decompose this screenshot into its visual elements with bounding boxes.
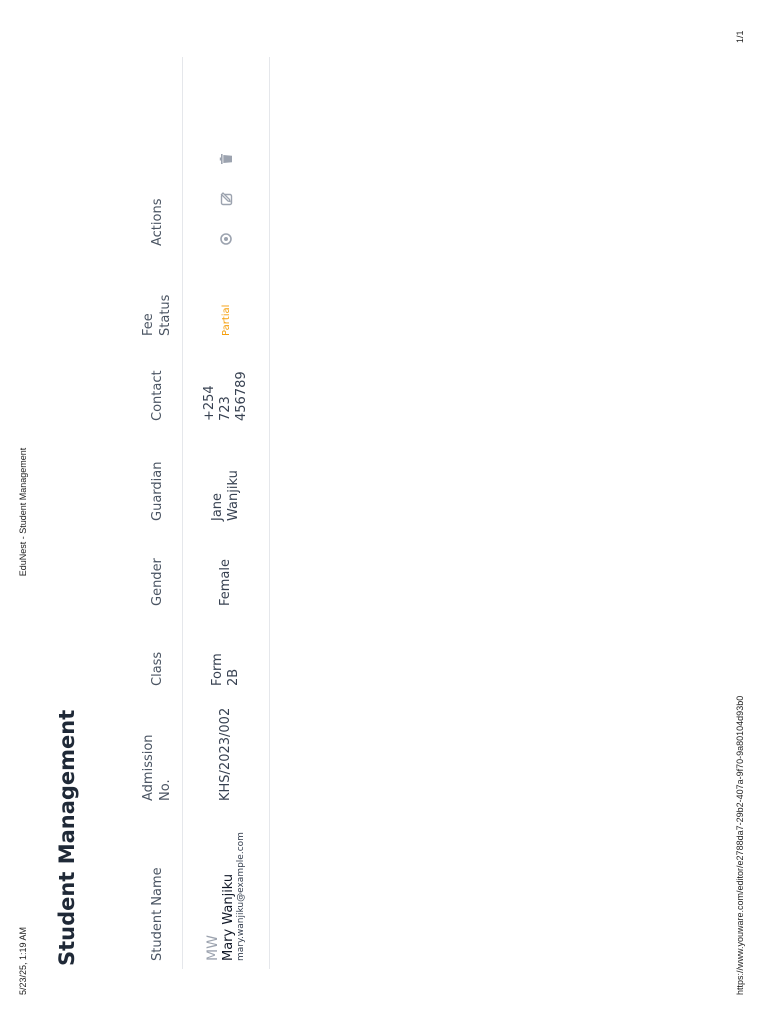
header-admission-no-line1: Admission bbox=[141, 734, 156, 801]
avatar: MW bbox=[204, 935, 221, 961]
cell-class-line2: 2B bbox=[226, 668, 241, 686]
cell-admission-no: KHS/2023/002 bbox=[183, 694, 270, 809]
table-header-row bbox=[132, 57, 183, 969]
header-fee-status-line2: Status bbox=[158, 294, 173, 336]
print-page-number: 1/1 bbox=[735, 30, 745, 43]
student-name: Mary Wanjiku bbox=[221, 873, 237, 961]
cell-class-line1: Form bbox=[210, 653, 225, 686]
header-admission-no-line2: No. bbox=[158, 779, 173, 801]
header-fee-status bbox=[132, 254, 183, 344]
trash-icon[interactable] bbox=[219, 152, 233, 166]
cell-contact-line1: +254 bbox=[202, 385, 217, 421]
cell-guardian-line1: Jane bbox=[210, 492, 225, 521]
header-class: Class bbox=[132, 614, 183, 694]
edit-icon[interactable] bbox=[219, 192, 233, 206]
header-gender: Gender bbox=[132, 529, 183, 614]
cell-contact-line3: 456789 bbox=[234, 371, 249, 421]
students-table bbox=[132, 57, 270, 969]
print-date: 5/23/25, 1:19 AM bbox=[18, 926, 28, 995]
cell-fee-status bbox=[183, 254, 270, 344]
cell-contact bbox=[183, 344, 270, 429]
fee-status-badge: Partial bbox=[220, 304, 232, 336]
cell-actions bbox=[183, 57, 270, 254]
table-row bbox=[183, 57, 270, 969]
cell-student bbox=[183, 809, 270, 969]
header-contact: Contact bbox=[132, 344, 183, 429]
students-table-container bbox=[132, 57, 270, 969]
student-email: mary.wanjiku@example.com bbox=[236, 832, 247, 961]
cell-guardian-line2: Wanjiku bbox=[226, 470, 241, 521]
print-title: EduNest - Student Management bbox=[18, 447, 28, 577]
header-actions: Actions bbox=[132, 57, 183, 254]
header-guardian: Guardian bbox=[132, 429, 183, 529]
cell-gender: Female bbox=[183, 529, 270, 614]
print-url: https://www.youware.com/editor/e2788da7-29b2-407a-9f70-9a80104d93b0 bbox=[735, 695, 745, 995]
header-admission-no bbox=[132, 694, 183, 809]
header-fee-status-line1: Fee bbox=[141, 313, 156, 336]
cell-guardian bbox=[183, 429, 270, 529]
student-name-block bbox=[221, 832, 247, 961]
eye-icon[interactable] bbox=[219, 232, 233, 246]
header-student-name: Student Name bbox=[132, 809, 183, 969]
cell-contact-line2: 723 bbox=[218, 396, 233, 421]
cell-class bbox=[183, 614, 270, 694]
page-title: Student Management bbox=[55, 709, 79, 966]
